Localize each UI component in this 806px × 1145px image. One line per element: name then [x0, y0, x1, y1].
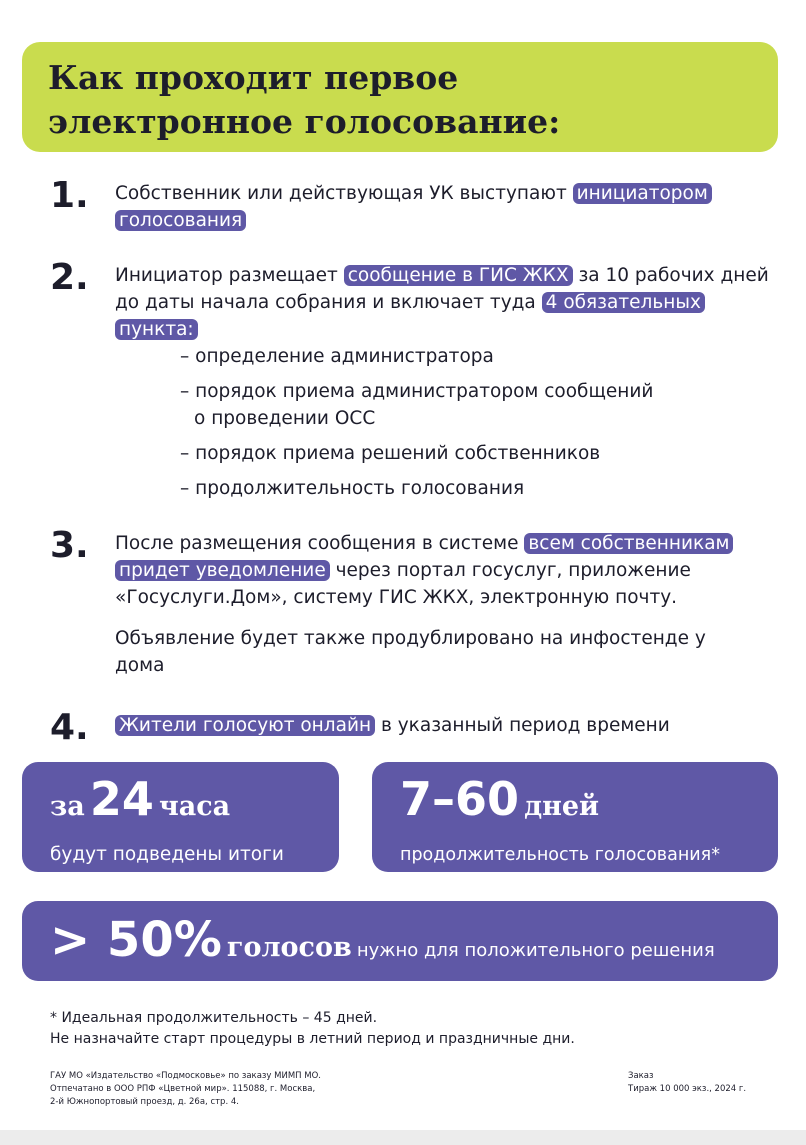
step-1-highlight: инициатором голосования [115, 183, 712, 231]
votes-number: > 50% [50, 912, 222, 968]
imprint-line: 2-й Южнопортовый проезд, д. 26а, стр. 4. [50, 1097, 239, 1107]
votes-card [22, 901, 778, 981]
step-1-text: Собственник или действующая УК выступают [115, 183, 567, 204]
step-number: 2. [50, 257, 89, 298]
results-caption: будут подведены итоги [50, 844, 284, 865]
results-number: 24 [89, 772, 154, 826]
page-title-line-2: электронное голосование: [48, 102, 561, 141]
step-3-highlight: всем собственникам придет уведомление [115, 533, 733, 581]
duration-unit: дней [524, 791, 600, 822]
imprint-line: Отпечатано в ООО РПФ «Цветной мир». 115088, г. Москва, [50, 1084, 316, 1094]
list-item: – порядок приема администратором сообщений [180, 381, 654, 402]
footnote-line-2: Не назначайте старт процедуры в летний период и праздничные дни. [50, 1031, 575, 1047]
step-3-note: Объявление будет также продублировано на инфостенде у дома [115, 628, 706, 676]
list-item: – определение администратора [180, 346, 494, 367]
results-card [22, 762, 339, 872]
votes-unit: голосов [226, 932, 352, 963]
step-2-highlight-1: сообщение в ГИС ЖКХ [344, 265, 573, 286]
title-banner [22, 42, 778, 152]
step-2-highlight-2: 4 обязательных пункта: [115, 292, 705, 340]
step-3-text-after: через портал госуслуг, приложение «Госуслуги.Дом», систему ГИС ЖКХ, электронную почту. [115, 560, 691, 608]
step-text [115, 712, 775, 739]
step-number: 4. [50, 707, 89, 748]
print-run: Тираж 10 000 экз., 2024 г. [628, 1084, 747, 1094]
step-4-text: в указанный период времени [380, 715, 670, 736]
step-2-text-before: Инициатор размещает [115, 265, 338, 286]
step-text [115, 180, 775, 234]
results-unit: часа [158, 791, 231, 822]
results-prefix: за [50, 791, 85, 822]
list-item: – порядок приема решений собственников [180, 443, 601, 464]
duration-caption: продолжительность голосования* [400, 845, 720, 865]
bottom-edge [0, 1130, 806, 1145]
step-text [115, 262, 775, 343]
step-number: 3. [50, 525, 89, 566]
footnote-line-1: * Идеальная продолжительность – 45 дней. [50, 1010, 378, 1026]
step-2-text-middle: за 10 рабочих дней до даты начала собрания и включает туда [115, 265, 769, 313]
list-item-continuation: о проведении ОСС [194, 408, 376, 429]
duration-card [372, 762, 778, 872]
list-item: – продолжительность голосования [180, 478, 525, 499]
step-4-highlight: Жители голосуют онлайн [115, 715, 375, 736]
page-title-line-1: Как проходит первое [48, 58, 459, 97]
imprint-line: ГАУ МО «Издательство «Подмосковье» по заказу МИМП МО. [50, 1071, 321, 1081]
step-3-text-before: После размещения сообщения в системе [115, 533, 519, 554]
votes-caption: нужно для положительного решения [356, 940, 715, 961]
step-number: 1. [50, 175, 89, 216]
step-text [115, 530, 775, 611]
duration-number: 7–60 [400, 772, 520, 826]
order-label: Заказ [628, 1071, 654, 1081]
